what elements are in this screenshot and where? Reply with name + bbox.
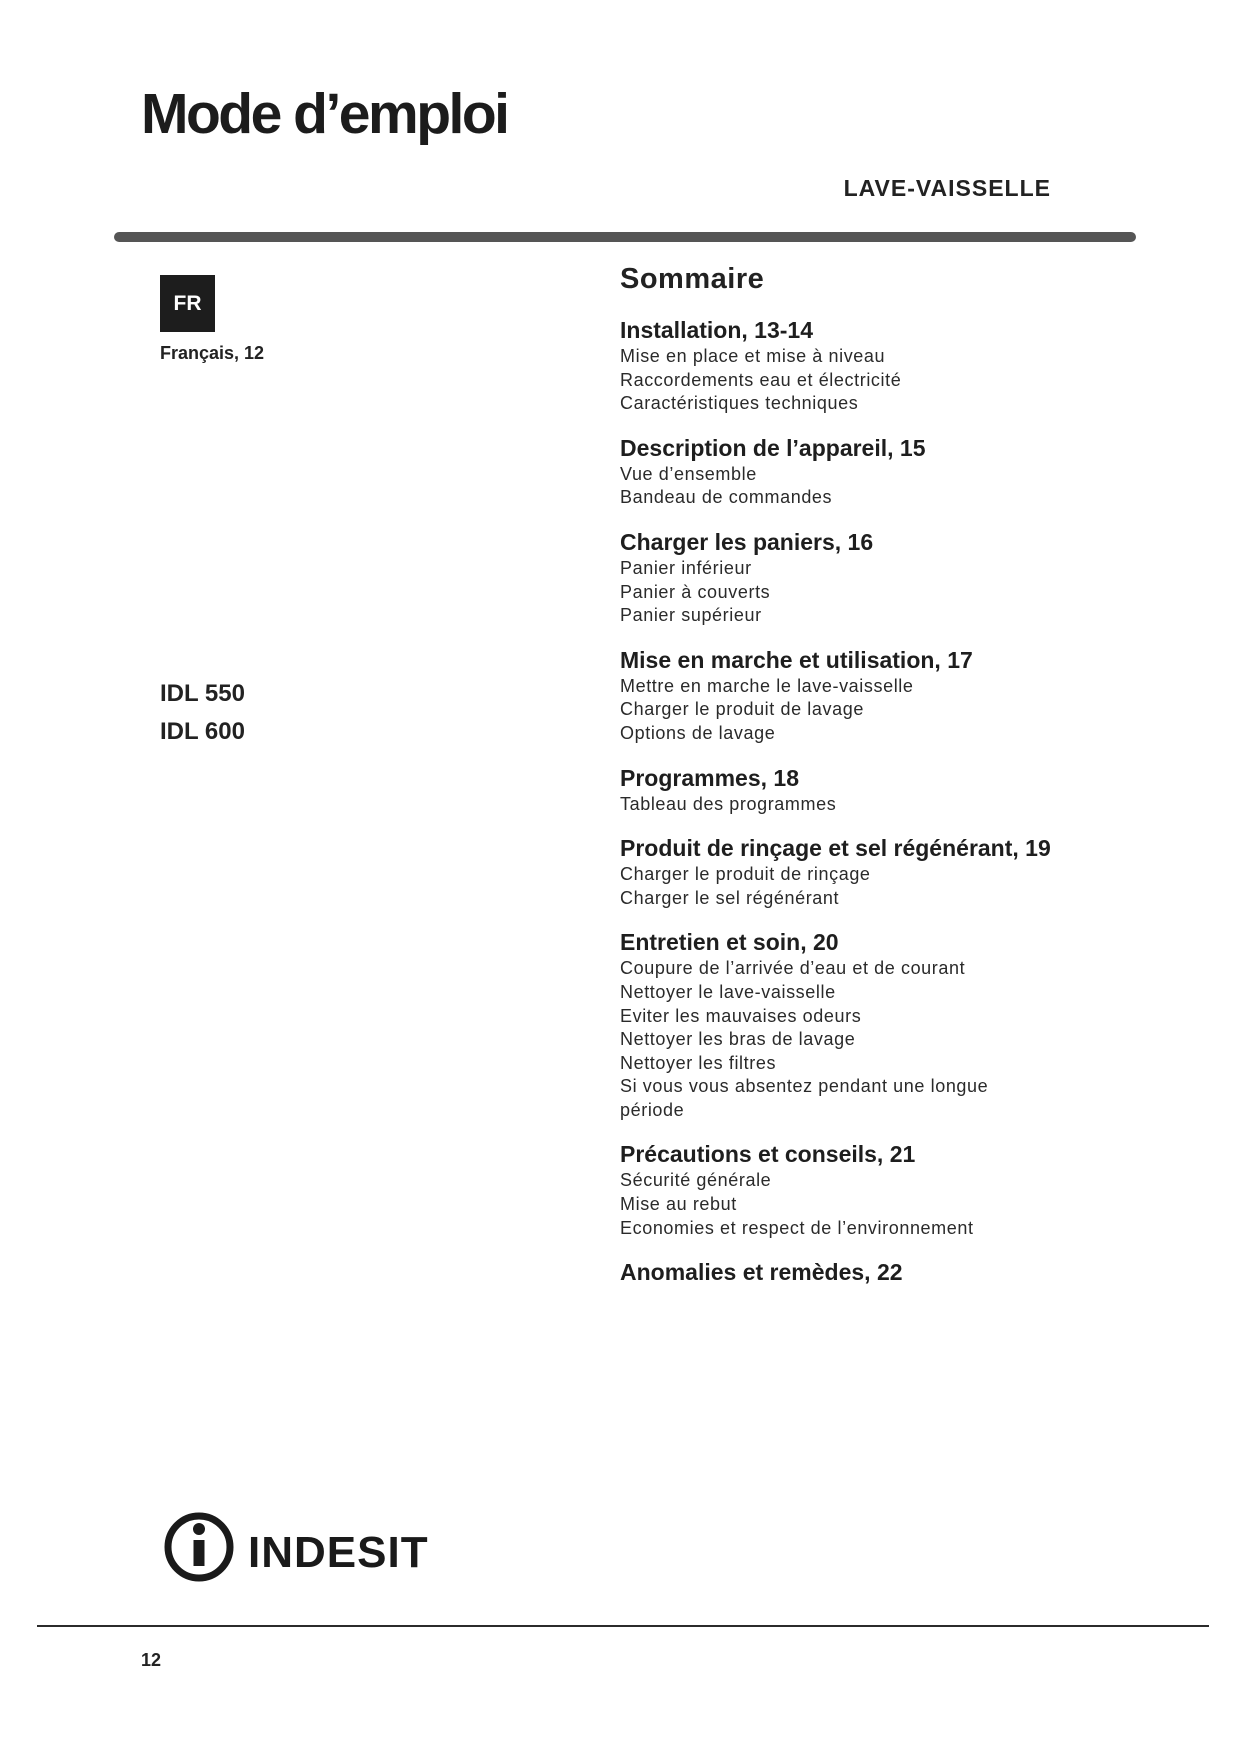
page-number: 12 xyxy=(141,1650,162,1670)
toc-item: Charger le produit de rinçage xyxy=(620,864,871,885)
toc-section-heading[interactable]: Description de l’appareil, 15 xyxy=(620,434,926,461)
toc-item-list xyxy=(620,1169,1140,1240)
language-badge: FR xyxy=(160,275,215,332)
toc-section xyxy=(620,645,1140,746)
toc-section xyxy=(620,1257,1140,1287)
model-name: IDL 550 xyxy=(160,680,245,707)
toc-item-list xyxy=(620,957,1140,1122)
toc-item-list xyxy=(620,463,1140,510)
toc-section-heading[interactable]: Charger les paniers, 16 xyxy=(620,528,874,555)
toc-section xyxy=(620,527,1140,628)
model-name: IDL 600 xyxy=(160,718,245,745)
toc-item: Economies et respect de l’environnement xyxy=(620,1217,974,1238)
toc-item: Options de lavage xyxy=(620,722,776,743)
toc-item: Nettoyer le lave-vaisselle xyxy=(620,981,836,1002)
toc-section-heading[interactable]: Mise en marche et utilisation, 17 xyxy=(620,646,973,673)
product-category: LAVE-VAISSELLE xyxy=(843,175,1051,201)
toc-section-heading[interactable]: Installation, 13-14 xyxy=(620,317,814,343)
toc-item: Nettoyer les bras de lavage xyxy=(620,1029,856,1050)
toc-section-heading[interactable]: Programmes, 18 xyxy=(620,764,799,791)
toc-item: Coupure de l’arrivée d’eau et de courant xyxy=(620,958,966,979)
table-of-contents xyxy=(620,315,1140,1304)
toc-item: Tableau des programmes xyxy=(620,793,837,814)
toc-section-heading[interactable]: Anomalies et remèdes, 22 xyxy=(620,1259,903,1286)
header-divider xyxy=(114,232,1136,242)
page-title: Mode d’emploi xyxy=(141,82,508,146)
toc-item: Nettoyer les filtres xyxy=(620,1052,777,1073)
toc-item: Charger le sel régénérant xyxy=(620,887,840,908)
toc-item: Eviter les mauvaises odeurs xyxy=(620,1005,862,1026)
toc-item: Mise au rebut xyxy=(620,1194,737,1215)
toc-item: Caractéristiques techniques xyxy=(620,393,859,414)
toc-item: Raccordements eau et électricité xyxy=(620,369,902,390)
toc-section xyxy=(620,1139,1140,1240)
toc-item: Mettre en marche le lave-vaisselle xyxy=(620,675,914,696)
toc-item-list xyxy=(620,557,1140,628)
toc-section xyxy=(620,833,1140,910)
toc-item-list xyxy=(620,793,1140,817)
toc-section-heading[interactable]: Précautions et conseils, 21 xyxy=(620,1141,916,1168)
brand-name: INDESIT xyxy=(248,1528,429,1577)
toc-section xyxy=(620,763,1140,817)
toc-section-heading[interactable]: Entretien et soin, 20 xyxy=(620,929,839,956)
language-link[interactable]: Français, 12 xyxy=(160,343,265,363)
toc-section xyxy=(620,927,1140,1122)
toc-item-list xyxy=(620,345,1140,416)
toc-item: Charger le produit de lavage xyxy=(620,699,864,720)
toc-item: Panier à couverts xyxy=(620,581,771,602)
toc-section xyxy=(620,315,1140,416)
toc-section-heading[interactable]: Produit de rinçage et sel régénérant, 19 xyxy=(620,835,1051,862)
footer-divider xyxy=(37,1625,1209,1627)
toc-item-list xyxy=(620,863,1140,910)
indesit-logo xyxy=(164,1510,434,1585)
toc-section xyxy=(620,433,1140,510)
toc-item: Sécurité générale xyxy=(620,1170,772,1191)
toc-item: période xyxy=(620,1099,685,1120)
toc-item: Mise en place et mise à niveau xyxy=(620,346,886,366)
toc-title: Sommaire xyxy=(620,263,765,295)
toc-item: Panier supérieur xyxy=(620,605,762,626)
toc-item: Si vous vous absentez pendant une longue xyxy=(620,1076,989,1097)
toc-item: Bandeau de commandes xyxy=(620,487,833,508)
toc-item: Vue d’ensemble xyxy=(620,463,757,484)
toc-item-list xyxy=(620,675,1140,746)
toc-item: Panier inférieur xyxy=(620,557,752,578)
